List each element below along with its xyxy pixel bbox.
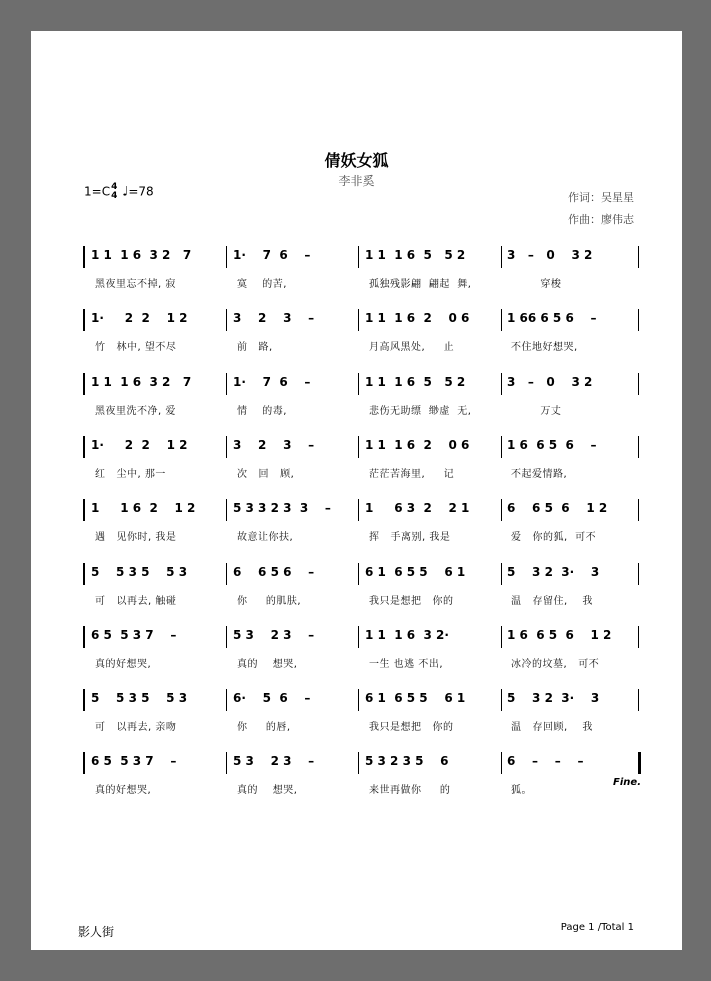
score-row (83, 754, 639, 806)
barline (638, 626, 639, 648)
lyrics-line (83, 338, 639, 356)
measure-notes: 5 5 3 5 5 3 (91, 564, 188, 579)
measure-notes: 1 66 6 5 6 – (507, 311, 597, 326)
measure-lyrics: 不住地好想哭, (511, 342, 578, 354)
score-row (83, 248, 639, 300)
notes-line (83, 311, 639, 333)
measure-notes: 1 1 1 6 3 2 7 (91, 374, 192, 389)
barline (358, 436, 359, 458)
barline (83, 752, 85, 774)
measure-notes: 1 1 1 6 5 5 2 (365, 374, 466, 389)
notes-line (83, 628, 639, 650)
notes-line (83, 438, 639, 460)
barline (638, 309, 639, 331)
measure-lyrics: 真的 想哭, (237, 785, 298, 797)
measure-notes: 1 1 1 6 5 5 2 (365, 248, 466, 262)
measure-lyrics: 穿梭 (511, 279, 562, 290)
measure-lyrics: 可 以再去, 亲吻 (95, 722, 177, 734)
measure-notes: 3 – 0 3 2 (507, 374, 593, 389)
barline (358, 373, 359, 395)
barline (501, 436, 502, 458)
barline (638, 563, 639, 585)
measure-lyrics: 孤独残影翩 翩起 舞, (369, 279, 472, 290)
measure-lyrics: 来世再做你 的 (369, 785, 451, 797)
measure-notes: 3 2 3 – (233, 311, 315, 326)
measure-notes: 5 5 3 5 5 3 (91, 691, 188, 706)
barline (501, 563, 502, 585)
barline (226, 499, 227, 521)
barline (358, 246, 359, 268)
measure-lyrics: 红 尘中, 那一 (95, 468, 166, 480)
barline (226, 689, 227, 711)
measure-lyrics: 月高风黑处, 止 (369, 342, 455, 354)
measure-lyrics: 爱 你的狐, 可不 (511, 532, 597, 544)
measure-lyrics: 温 存回顾, 我 (511, 722, 593, 734)
barline (358, 499, 359, 521)
barline (358, 689, 359, 711)
measure-lyrics: 寞 的苦, (237, 279, 287, 290)
measure-notes: 1 6 6 5 6 – (507, 437, 597, 452)
barline (226, 246, 227, 268)
notes-line (83, 691, 639, 713)
measure-lyrics: 可 以再去, 触碰 (95, 595, 177, 607)
lyrics-line (83, 402, 639, 420)
measure-notes: 6 5 5 3 7 – (91, 754, 177, 769)
measure-notes: 6 5 5 3 7 – (91, 627, 177, 642)
lyrics-line (83, 465, 639, 483)
measure-lyrics: 一生 也逃 不出, (369, 658, 444, 670)
barline (226, 563, 227, 585)
measure-notes: 5 3 2 3 – (233, 754, 315, 769)
score-row (83, 628, 639, 680)
lyrics-line (83, 655, 639, 673)
barline (501, 689, 502, 711)
measure-notes: 5 3 2 3· 3 (507, 564, 600, 579)
measure-lyrics: 故意让你扶, (237, 532, 294, 544)
lyrics-line (83, 275, 639, 293)
barline (226, 626, 227, 648)
measure-lyrics: 次 回 顾, (237, 468, 295, 480)
measure-lyrics: 你 的肌肤, (237, 595, 302, 607)
barline (83, 436, 85, 458)
final-barline (638, 752, 641, 774)
measure-lyrics: 真的 想哭, (237, 658, 298, 670)
page-number: Page 1 /Total 1 (560, 922, 634, 933)
measure-notes: 5 3 2 3 – (233, 627, 315, 642)
measure-notes: 6 1 6 5 5 6 1 (365, 564, 466, 579)
measure-notes: 5 3 2 3 5 6 (365, 754, 449, 769)
lyrics-line (83, 781, 639, 799)
score-row (83, 565, 639, 617)
barline (501, 246, 502, 268)
measure-notes: 1· 2 2 1 2 (91, 311, 188, 326)
measure-notes: 1· 2 2 1 2 (91, 437, 188, 452)
composer-credit: 作曲：廖伟志 (568, 213, 634, 226)
key-signature (84, 183, 154, 201)
barline (226, 373, 227, 395)
measure-notes: 1 1 1 6 2 0 6 (365, 437, 470, 452)
barline (501, 499, 502, 521)
measure-lyrics: 我只是想把 你的 (369, 595, 454, 607)
measure-lyrics: 我只是想把 你的 (369, 722, 454, 734)
measure-lyrics: 不起爱情路, (511, 468, 568, 480)
barline (83, 689, 85, 711)
key-prefix: 1=C (84, 184, 111, 199)
measure-notes: 1 6 6 5 6 1 2 (507, 627, 612, 642)
measure-notes: 6 6 5 6 1 2 (507, 501, 608, 516)
measure-lyrics: 黑夜里洗不净, 爱 (95, 405, 176, 417)
measure-notes: 1· 7 6 – (233, 374, 311, 389)
barline (226, 752, 227, 774)
barline (638, 689, 639, 711)
measure-lyrics: 你 的唇, (237, 722, 291, 734)
measure-lyrics: 悲伤无助缥 缈虚 无, (369, 405, 472, 417)
score-row (83, 311, 639, 363)
barline (83, 499, 85, 521)
notes-line (83, 375, 639, 397)
measure-notes: 1 1 1 6 3 2· (365, 627, 449, 642)
notes-line (83, 565, 639, 587)
score-row (83, 501, 639, 553)
lyrics-line (83, 718, 639, 736)
barline (226, 309, 227, 331)
tempo-value: =78 (128, 184, 154, 199)
quarter-note-icon: ♩ (122, 184, 129, 200)
barline (638, 499, 639, 521)
barline (358, 752, 359, 774)
barline (83, 563, 85, 585)
notes-line (83, 501, 639, 523)
barline (638, 246, 639, 268)
barline (83, 626, 85, 648)
barline (83, 246, 85, 268)
singer-name: 李非奚 (338, 174, 375, 188)
measure-lyrics: 茫茫苦海里, 记 (369, 468, 455, 480)
time-bottom: 4 (111, 191, 118, 201)
measure-lyrics: 遇 见你时, 我是 (95, 532, 177, 544)
measure-lyrics: 挥 手离别, 我是 (369, 532, 451, 544)
measure-lyrics: 冰冷的坟墓, 可不 (511, 658, 600, 670)
measure-notes: 5 3 3 2 3 3 – (233, 501, 331, 516)
barline (501, 752, 502, 774)
time-top: 4 (111, 182, 118, 192)
score-row (83, 438, 639, 490)
measure-notes: 6 – – – (507, 754, 584, 769)
song-title: 倩妖女狐 (324, 151, 389, 170)
measure-notes: 6· 5 6 – (233, 691, 311, 706)
score-row (83, 691, 639, 743)
barline (501, 373, 502, 395)
notes-line (83, 754, 639, 776)
measure-lyrics: 情 的毒, (237, 405, 287, 417)
measure-notes: 3 2 3 – (233, 437, 315, 452)
measure-notes: 6 1 6 5 5 6 1 (365, 691, 466, 706)
barline (358, 309, 359, 331)
fine-marker: Fine. (613, 777, 641, 788)
measure-lyrics: 真的好想哭, (95, 658, 152, 670)
measure-notes: 1 6 3 2 2 1 (365, 501, 470, 516)
notes-line (83, 248, 639, 270)
score-row (83, 375, 639, 427)
barline (358, 626, 359, 648)
lyricist-credit: 作词：吴星星 (568, 191, 634, 204)
barline (226, 436, 227, 458)
barline (501, 626, 502, 648)
measure-notes: 1 1 1 6 2 0 6 (365, 311, 470, 326)
measure-lyrics: 真的好想哭, (95, 785, 152, 797)
score-page (31, 31, 682, 950)
measure-lyrics: 黑夜里忘不掉, 寂 (95, 279, 176, 290)
measure-notes: 5 3 2 3· 3 (507, 691, 600, 706)
lyrics-line (83, 592, 639, 610)
measure-lyrics: 温 存留住, 我 (511, 595, 593, 607)
measure-notes: 1 1 6 2 1 2 (91, 501, 196, 516)
lyrics-line (83, 528, 639, 546)
measure-lyrics: 竹 林中, 望不尽 (95, 342, 177, 354)
measure-notes: 1· 7 6 – (233, 248, 311, 262)
measure-lyrics: 万丈 (511, 405, 562, 417)
measure-lyrics: 前 路, (237, 342, 273, 354)
measure-lyrics: 狐。 (511, 785, 532, 797)
barline (638, 373, 639, 395)
barline (638, 436, 639, 458)
time-signature (111, 183, 117, 201)
measure-notes: 6 6 5 6 – (233, 564, 315, 579)
barline (358, 563, 359, 585)
barline (83, 373, 85, 395)
barline (83, 309, 85, 331)
footer-source: 影人街 (78, 925, 115, 939)
measure-notes: 3 – 0 3 2 (507, 248, 593, 262)
barline (501, 309, 502, 331)
measure-notes: 1 1 1 6 3 2 7 (91, 248, 192, 262)
